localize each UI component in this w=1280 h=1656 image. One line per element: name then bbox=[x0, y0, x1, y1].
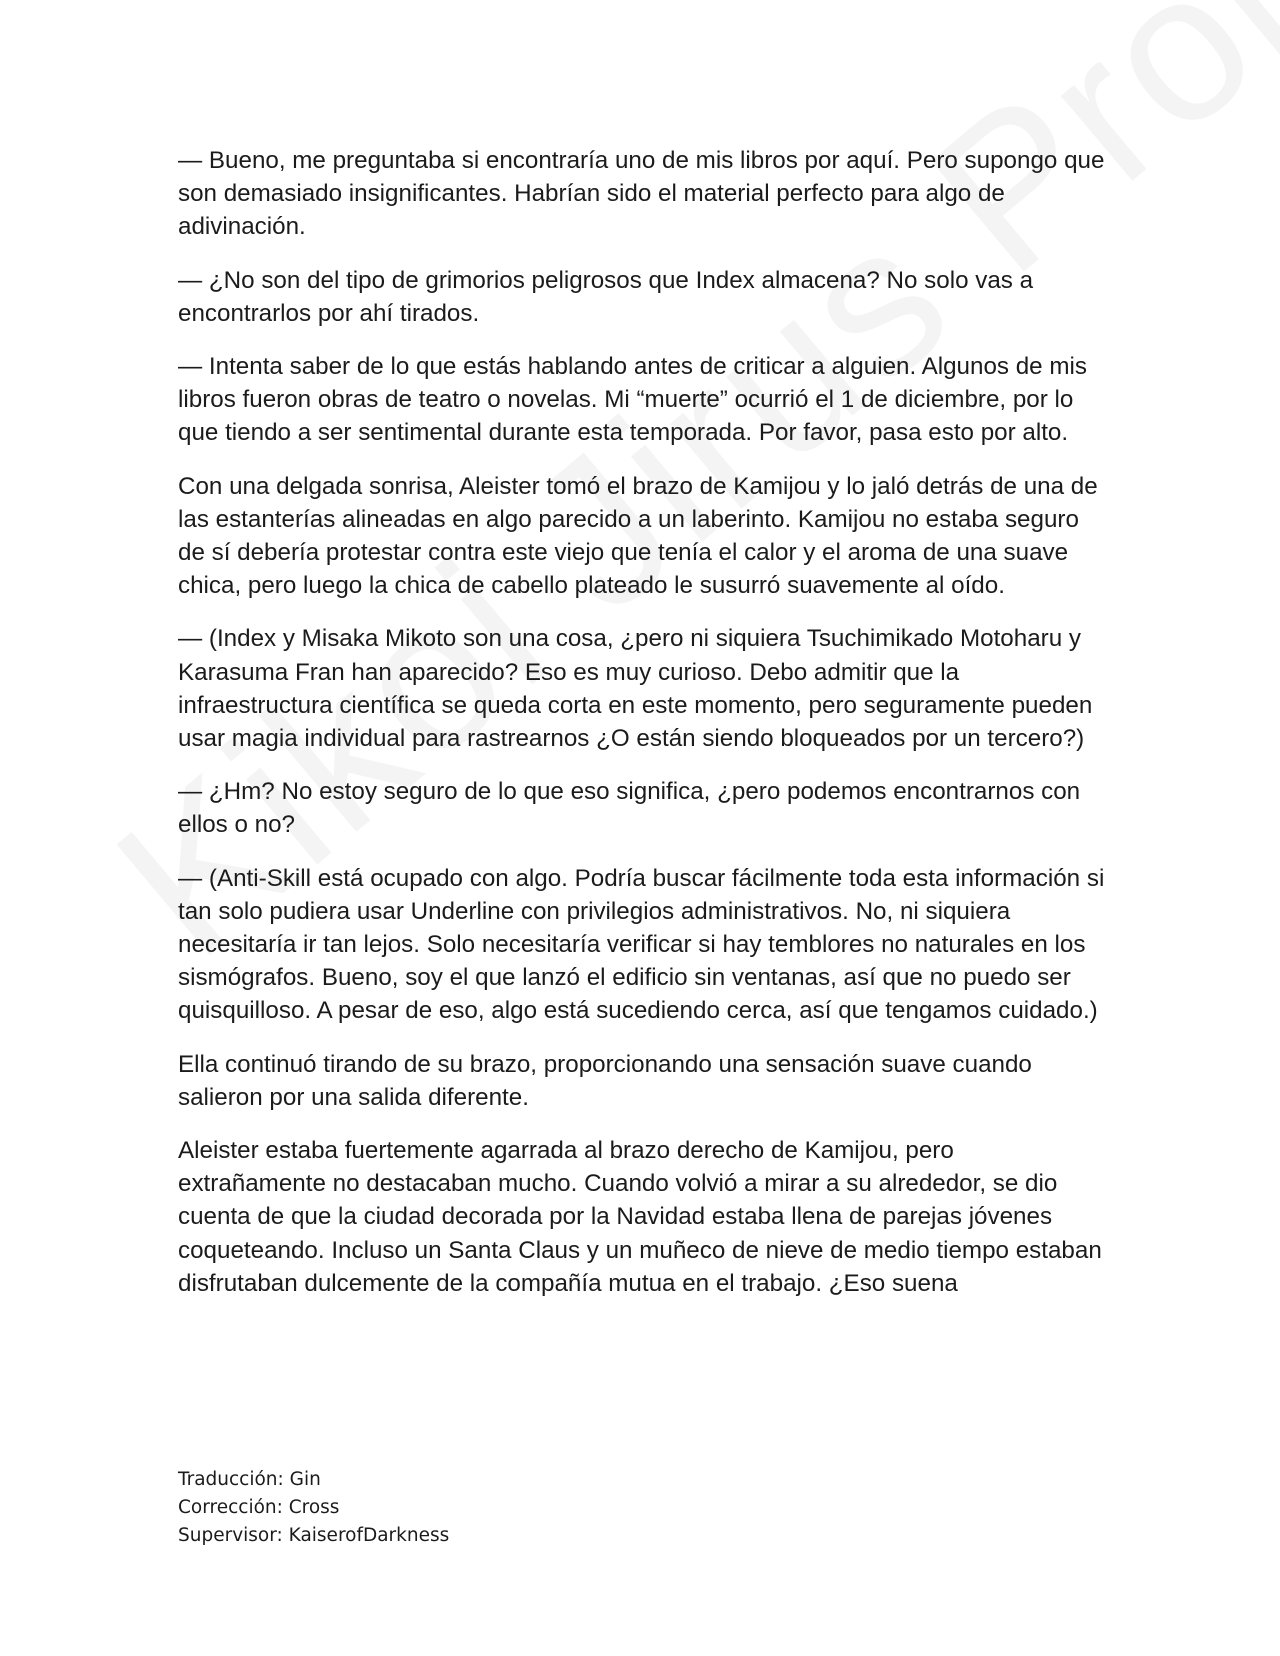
body-text bbox=[178, 144, 1108, 1320]
credit-correction: Corrección: Cross bbox=[178, 1497, 340, 1518]
paragraph-7: — (Anti-Skill está ocupado con algo. Podría buscar fácilmente toda esta información si tan solo pudiera usar Underline con privilegios administrativos. No, ni siquiera necesitaría ir tan lejos. Solo necesitaría verificar si hay temblores no naturales en los sismógrafos. Bueno, soy el que lanzó el edificio sin ventanas, así que no puedo ser quisquilloso. A pesar de eso, algo está sucediendo cerca, así que tengamos cuidado.) bbox=[178, 864, 1105, 1025]
paragraph-2: — ¿No son del tipo de grimorios peligrosos que Index almacena? No solo vas a encontrarlos por ahí tirados. bbox=[178, 266, 1034, 327]
paragraph-3: — Intenta saber de lo que estás hablando antes de criticar a alguien. Algunos de mis libros fueron obras de teatro o novelas. Mi “muerte” ocurrió el 1 de diciembre, por lo que tiendo a ser sentimental durante esta temporada. Por favor, pasa esto por alto. bbox=[178, 353, 1087, 447]
paragraph-5: — (Index y Misaka Mikoto son una cosa, ¿pero ni siquiera Tsuchimikado Motoharu y Karasuma Fran han aparecido? Eso es muy curioso. Debo admitir que la infraestructura científica se queda corta en este momento, pero seguramente pueden usar magia individual para rastrearnos ¿O están siendo bloqueados por un tercero?) bbox=[178, 625, 1093, 753]
paragraph-9: Aleister estaba fuertemente agarrada al brazo derecho de Kamijou, pero extrañamente no destacaban mucho. Cuando volvió a mirar a su alrededor, se dio cuenta de que la ciudad decorada por la Navidad estaba llena de parejas jóvenes coqueteando. Incluso un Santa Claus y un muñeco de nieve de medio tiempo estaban disfrutaban dulcemente de la compañía mutua en el trabajo. ¿Eso suena bbox=[178, 1137, 1102, 1297]
paragraph-8: Ella continuó tirando de su brazo, proporcionando una sensación suave cuando salieron por una salida diferente. bbox=[178, 1050, 1032, 1111]
paragraph-1: — Bueno, me preguntaba si encontraría uno de mis libros por aquí. Pero supongo que son demasiado insignificantes. Habrían sido el material perfecto para algo de adivinación. bbox=[178, 147, 1105, 241]
paragraph-6: — ¿Hm? No estoy seguro de lo que eso significa, ¿pero podemos encontrarnos con ellos o no? bbox=[178, 778, 1081, 839]
credit-translation: Traducción: Gin bbox=[178, 1469, 321, 1490]
credits-footer bbox=[178, 1466, 449, 1550]
paragraph-4: Con una delgada sonrisa, Aleister tomó el brazo de Kamijou y lo jaló detrás de una de las estanterías alineadas en algo parecido a un laberinto. Kamijou no estaba seguro de sí debería protestar contra este viejo que tenía el calor y el aroma de una suave chica, pero luego la chica de cabello plateado le susurró suavemente al oído. bbox=[178, 472, 1098, 600]
credit-supervisor: Supervisor: KaiserofDarkness bbox=[178, 1525, 450, 1546]
